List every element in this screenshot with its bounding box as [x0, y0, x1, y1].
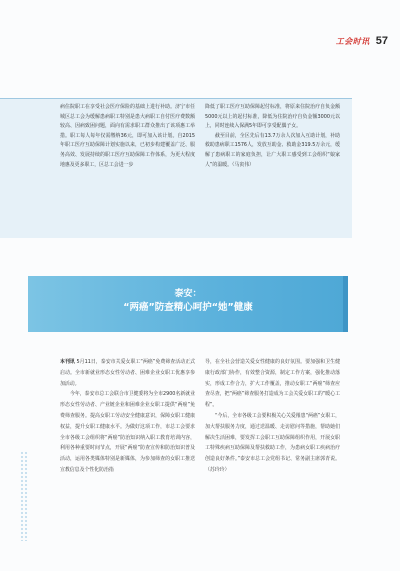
lead-tag: 本刊讯 [60, 359, 75, 365]
top-article-column-left [60, 103, 195, 170]
panel-top-rule [0, 98, 352, 99]
bottom-article-column-right [205, 357, 340, 476]
page-header [336, 34, 388, 48]
paragraph: 降低了职工医疗互助保障起付标准，将原来住院治疗自负金额5000元以上的起付标准，降低为住院治疗自负金额3000元以上，同时连续入保满5年即可享受配偶子女。 [205, 104, 340, 130]
paragraph: 导，在全社会营造关爱女性健康的良好氛围。要加强和卫生健康行政部门协作，有效整合资源，制定工作方案，强化推动落实，形成工作合力，扩大工作覆盖，推动女职工“两癌”筛查应查尽查，把“两癌”筛查服务打造成为工会关爱女职工的“暖心工程”。 [205, 359, 340, 409]
top-article [60, 103, 340, 170]
decorative-dot-pattern [20, 451, 28, 541]
banner-title-line2: “两癌”防查精心呵护“她”健康 [123, 302, 253, 313]
bottom-article-column-left [60, 357, 195, 476]
paragraph: “今后，全市各级工会要积极关心关爱罹患“两癌”女职工，加大帮扶服务力度，通过送温暖、走访慰问等措施，帮助她们解决生活困难，要发挥工会职工互助保障组织作用，开展女职工特殊疾病互助保障及帮扶救助工作，为患病女职工疾病治疗创造良好条件。”泰安市总工会党组书记、常务副主席郭青说。（苏玲玲） [205, 412, 340, 473]
section-title: 工会时讯 [335, 36, 370, 46]
banner-title [28, 287, 348, 315]
banner-title-line1: 泰安： [174, 289, 202, 299]
paragraph: 今年，泰安市总工会联合市卫健委将为全市2900名新就业形态女性劳动者、产业链企业和困难企业女职工提供“两癌”免费筛查服务。提高女职工劳动安全健康意识，保障女职工健康权益，提升女职工健康水平。为做好这项工作，市总工会要求全市各级工会组织将“两癌”防治知识纳入职工教育培训内容，利用各种重要时间节点，开展“两癌”防查宣传和防治知识普及活动，运用各类媒体特别是新媒体，为参加筛查的女职工推送宣教信息及个性化防治指 [60, 391, 195, 473]
article-title-banner [28, 276, 348, 332]
page-number: 57 [375, 35, 388, 47]
paragraph [60, 357, 195, 389]
bottom-article [60, 357, 340, 476]
paragraph-text: 5月11日，泰安市关爱女职工“两癌”免费筛查活动正式启动。全市新就业形态女性劳动者、困难企业女职工优惠享参加活动。 [60, 359, 195, 387]
paragraph: 病住院职工在享受社会医疗保险的基础上进行补助。济宁市任城区总工会为缓解患病职工特别是患大病职工自付医疗费数额较高、因病致困问题，面向有需求职工群众推出了该项惠工举措。职工每人每年仅需缴纳36元，即可加入该计划。自2015年职工医疗互助保障计划实施以来，已初步构建覆盖广泛、服务高效、发展持续的职工医疗互助保障工作体系，为更大程度地惠及更多职工，区总工会进一步 [60, 104, 195, 168]
top-article-column-right [205, 103, 340, 170]
paragraph: 截至目前，全区先后有13.7万余人次加入互助计划，补助救助患病职工1576人，发放互助金、救助金319.5万余元，缓解了患病职工的家庭负担，让广大职工感受到工会组织“娘家人”的温暖。（马寅伟） [205, 132, 340, 168]
